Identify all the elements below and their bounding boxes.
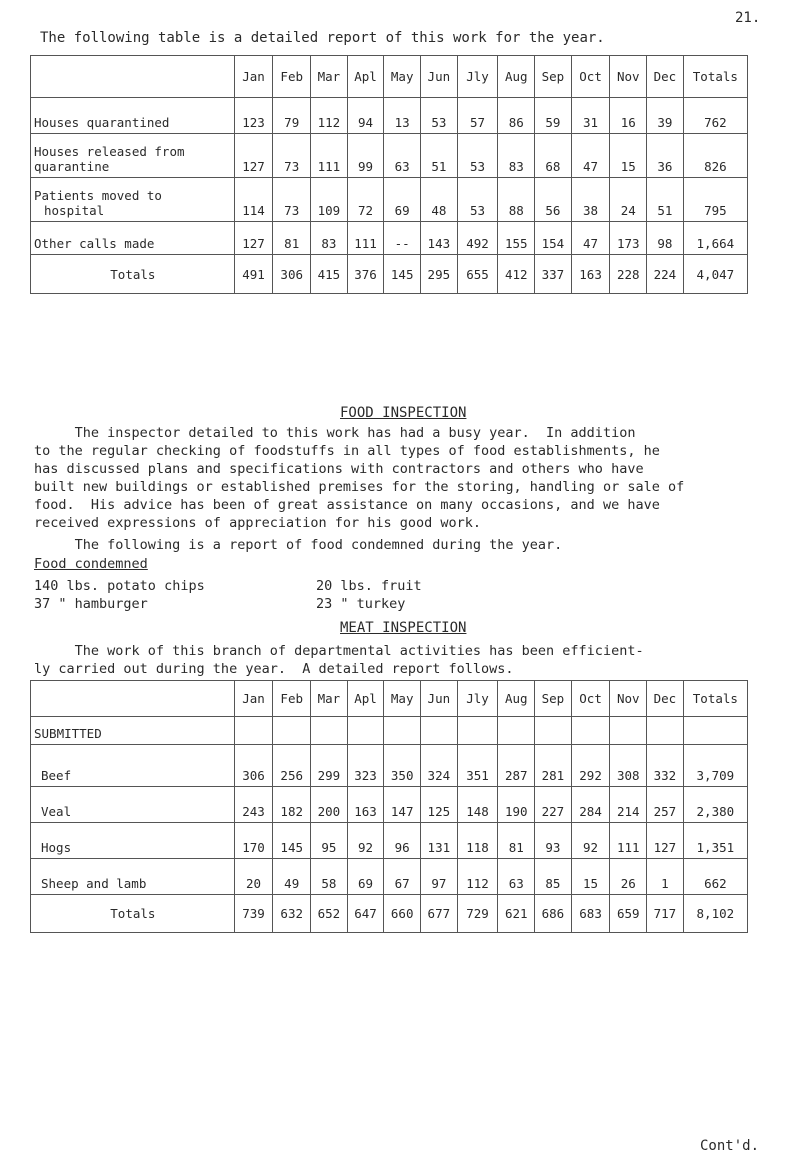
table-cell: 677 — [421, 895, 458, 933]
table-cell: 173 — [610, 222, 647, 255]
month-header: Oct — [571, 681, 610, 717]
table-cell: 53 — [421, 98, 458, 134]
table-cell: 81 — [273, 222, 311, 255]
table-cell: 323 — [347, 745, 384, 787]
totals-header: Totals — [683, 681, 747, 717]
table-row — [31, 134, 748, 178]
condemned-item: 20 lbs. fruit — [316, 578, 422, 594]
table-cell: 717 — [647, 895, 684, 933]
table-cell: 163 — [571, 255, 610, 294]
table-cell: 63 — [384, 134, 421, 178]
table-cell: 15 — [610, 134, 647, 178]
table-cell: 69 — [384, 178, 421, 222]
month-header: Jun — [421, 56, 458, 98]
row-label: Sheep and lamb — [31, 859, 235, 895]
row-total: 3,709 — [683, 745, 747, 787]
table-cell: 73 — [273, 134, 311, 178]
table-cell: 92 — [571, 823, 610, 859]
table-cell: 200 — [311, 787, 348, 823]
table-cell: 94 — [347, 98, 384, 134]
table-cell: 127 — [647, 823, 684, 859]
table-cell: 83 — [311, 222, 348, 255]
table-cell: 127 — [234, 222, 273, 255]
meat-inspection-heading: MEAT INSPECTION — [340, 620, 467, 636]
table-row — [31, 178, 748, 222]
table-cell: 148 — [457, 787, 498, 823]
table-cell: 97 — [421, 859, 458, 895]
table-row — [31, 787, 748, 823]
table-row — [31, 745, 748, 787]
table-cell: 299 — [311, 745, 348, 787]
section-row — [31, 717, 748, 745]
table-cell: 729 — [457, 895, 498, 933]
table-cell: 295 — [421, 255, 458, 294]
page-number: 21. — [735, 10, 761, 26]
month-header: Jly — [457, 681, 498, 717]
table-cell: 145 — [384, 255, 421, 294]
table-cell: 287 — [498, 745, 535, 787]
table-cell: 26 — [610, 859, 647, 895]
table-cell: 98 — [647, 222, 684, 255]
table-cell: 324 — [421, 745, 458, 787]
table-cell: 306 — [273, 255, 311, 294]
table-cell: 306 — [234, 745, 273, 787]
month-header: Apl — [347, 681, 384, 717]
table-cell: 93 — [535, 823, 572, 859]
food-inspection-heading: FOOD INSPECTION — [340, 405, 467, 421]
condemned-item: 23 " turkey — [316, 596, 406, 612]
month-header: Jly — [457, 56, 498, 98]
month-header: Oct — [571, 56, 610, 98]
month-header: Dec — [647, 56, 684, 98]
table-cell: 652 — [311, 895, 348, 933]
row-total: 8,102 — [683, 895, 747, 933]
month-header: Feb — [273, 56, 311, 98]
month-header: Nov — [610, 56, 647, 98]
food-inspection-paragraph: The inspector detailed to this work has had a busy year. In addition to the regular checking of foodstuffs in all types of food establishments, he has discussed plans and specifications with contractors and others who have built new buildings or established premises for the storing, handling or sale of food. His advice has been of great assistance on many occasions, and we have received expressions of appreciation for his good work. — [34, 425, 685, 531]
row-label: Totals — [31, 255, 235, 294]
table-cell: 632 — [273, 895, 311, 933]
row-label: Other calls made — [31, 222, 235, 255]
table-cell: 59 — [535, 98, 572, 134]
month-header: Nov — [610, 681, 647, 717]
month-header: May — [384, 56, 421, 98]
header-blank — [31, 56, 235, 98]
table-cell: 36 — [647, 134, 684, 178]
table-cell: 683 — [571, 895, 610, 933]
table-cell: 415 — [311, 255, 348, 294]
table-cell: 51 — [647, 178, 684, 222]
table-cell: 127 — [234, 134, 273, 178]
table-cell: 660 — [384, 895, 421, 933]
table-header-row — [31, 681, 748, 717]
row-total: 4,047 — [683, 255, 747, 294]
table-cell: 145 — [273, 823, 311, 859]
table-cell: 81 — [498, 823, 535, 859]
month-header: Aug — [498, 681, 535, 717]
table-cell: 154 — [535, 222, 572, 255]
table-cell: 109 — [311, 178, 348, 222]
table-cell: 123 — [234, 98, 273, 134]
table-cell: 1 — [647, 859, 684, 895]
food-condemned-title: Food condemned — [34, 556, 148, 572]
table-cell: 53 — [457, 134, 498, 178]
table-cell: 111 — [311, 134, 348, 178]
table-cell: 20 — [234, 859, 273, 895]
table-cell: 659 — [610, 895, 647, 933]
table-cell: 92 — [347, 823, 384, 859]
table-cell: 257 — [647, 787, 684, 823]
intro-text: The following table is a detailed report of this work for the year. — [40, 30, 605, 46]
table-cell: 16 — [610, 98, 647, 134]
month-header: Dec — [647, 681, 684, 717]
table-header-row — [31, 56, 748, 98]
condemned-item: 37 " hamburger — [34, 596, 148, 612]
table-cell: 58 — [311, 859, 348, 895]
table-cell: 47 — [571, 134, 610, 178]
table-row — [31, 222, 748, 255]
table-cell: 190 — [498, 787, 535, 823]
table-cell: 38 — [571, 178, 610, 222]
table-cell: -- — [384, 222, 421, 255]
totals-row — [31, 895, 748, 933]
table-cell: 227 — [535, 787, 572, 823]
table-cell: 39 — [647, 98, 684, 134]
table-cell: 337 — [535, 255, 572, 294]
table-cell: 256 — [273, 745, 311, 787]
row-label: Hogs — [31, 823, 235, 859]
month-header: May — [384, 681, 421, 717]
table-cell: 83 — [498, 134, 535, 178]
table-cell: 69 — [347, 859, 384, 895]
table-cell: 85 — [535, 859, 572, 895]
table-cell: 125 — [421, 787, 458, 823]
condemned-item: 140 lbs. potato chips — [34, 578, 205, 594]
table-cell: 281 — [535, 745, 572, 787]
table-cell: 67 — [384, 859, 421, 895]
table-cell: 163 — [347, 787, 384, 823]
totals-header: Totals — [683, 56, 747, 98]
month-header: Apl — [347, 56, 384, 98]
table-cell: 170 — [234, 823, 273, 859]
row-label: Totals — [31, 895, 235, 933]
row-label: Houses released from quarantine — [31, 134, 235, 178]
table-cell: 739 — [234, 895, 273, 933]
table-cell: 51 — [421, 134, 458, 178]
table-cell: 96 — [384, 823, 421, 859]
table-cell: 155 — [498, 222, 535, 255]
month-header: Sep — [535, 681, 572, 717]
table-row — [31, 859, 748, 895]
row-label: Beef — [31, 745, 235, 787]
table-cell: 68 — [535, 134, 572, 178]
table-cell: 143 — [421, 222, 458, 255]
table-cell: 15 — [571, 859, 610, 895]
row-total: 1,351 — [683, 823, 747, 859]
table-cell: 88 — [498, 178, 535, 222]
table-cell: 99 — [347, 134, 384, 178]
table-cell: 351 — [457, 745, 498, 787]
table-cell: 284 — [571, 787, 610, 823]
table-cell: 182 — [273, 787, 311, 823]
table-cell: 621 — [498, 895, 535, 933]
month-header: Sep — [535, 56, 572, 98]
table-cell: 47 — [571, 222, 610, 255]
month-header: Feb — [273, 681, 311, 717]
table-cell: 350 — [384, 745, 421, 787]
table-cell: 118 — [457, 823, 498, 859]
month-header: Aug — [498, 56, 535, 98]
table-cell: 24 — [610, 178, 647, 222]
row-total: 1,664 — [683, 222, 747, 255]
table-cell: 686 — [535, 895, 572, 933]
table-cell: 647 — [347, 895, 384, 933]
row-total: 762 — [683, 98, 747, 134]
totals-row — [31, 255, 748, 294]
table-cell: 308 — [610, 745, 647, 787]
table-cell: 224 — [647, 255, 684, 294]
row-total: 795 — [683, 178, 747, 222]
month-header: Jan — [234, 681, 273, 717]
meat-inspection-table — [30, 680, 748, 933]
row-total: 826 — [683, 134, 747, 178]
table-cell: 53 — [457, 178, 498, 222]
table-cell: 147 — [384, 787, 421, 823]
continued-note: Cont'd. — [700, 1138, 760, 1154]
table-cell: 491 — [234, 255, 273, 294]
table-cell: 111 — [610, 823, 647, 859]
month-header: Mar — [311, 56, 348, 98]
table-cell: 48 — [421, 178, 458, 222]
table-cell: 57 — [457, 98, 498, 134]
table-cell: 228 — [610, 255, 647, 294]
table-cell: 72 — [347, 178, 384, 222]
header-blank — [31, 681, 235, 717]
table-row — [31, 98, 748, 134]
table-cell: 63 — [498, 859, 535, 895]
table-cell: 95 — [311, 823, 348, 859]
month-header: Jan — [234, 56, 273, 98]
table-cell: 111 — [347, 222, 384, 255]
condemned-intro: The following is a report of food condemned during the year. — [34, 537, 563, 553]
section-label: SUBMITTED — [31, 717, 235, 745]
table-cell: 243 — [234, 787, 273, 823]
table-cell: 292 — [571, 745, 610, 787]
table-cell: 31 — [571, 98, 610, 134]
table-cell: 79 — [273, 98, 311, 134]
table-cell: 214 — [610, 787, 647, 823]
table-cell: 56 — [535, 178, 572, 222]
table-cell: 73 — [273, 178, 311, 222]
table-cell: 86 — [498, 98, 535, 134]
month-header: Mar — [311, 681, 348, 717]
table-cell: 112 — [311, 98, 348, 134]
table-row — [31, 823, 748, 859]
table-cell: 655 — [457, 255, 498, 294]
row-total: 2,380 — [683, 787, 747, 823]
table-cell: 13 — [384, 98, 421, 134]
row-label: Houses quarantined — [31, 98, 235, 134]
meat-inspection-paragraph: The work of this branch of departmental activities has been efficient- ly carried out during the year. A detailed report follows. — [34, 643, 644, 677]
table-cell: 376 — [347, 255, 384, 294]
table-cell: 112 — [457, 859, 498, 895]
table-cell: 131 — [421, 823, 458, 859]
table-cell: 49 — [273, 859, 311, 895]
quarantine-table — [30, 55, 748, 294]
row-label: Patients moved to hospital — [31, 178, 235, 222]
month-header: Jun — [421, 681, 458, 717]
row-label: Veal — [31, 787, 235, 823]
row-total: 662 — [683, 859, 747, 895]
table-cell: 332 — [647, 745, 684, 787]
table-cell: 114 — [234, 178, 273, 222]
table-cell: 492 — [457, 222, 498, 255]
table-cell: 412 — [498, 255, 535, 294]
